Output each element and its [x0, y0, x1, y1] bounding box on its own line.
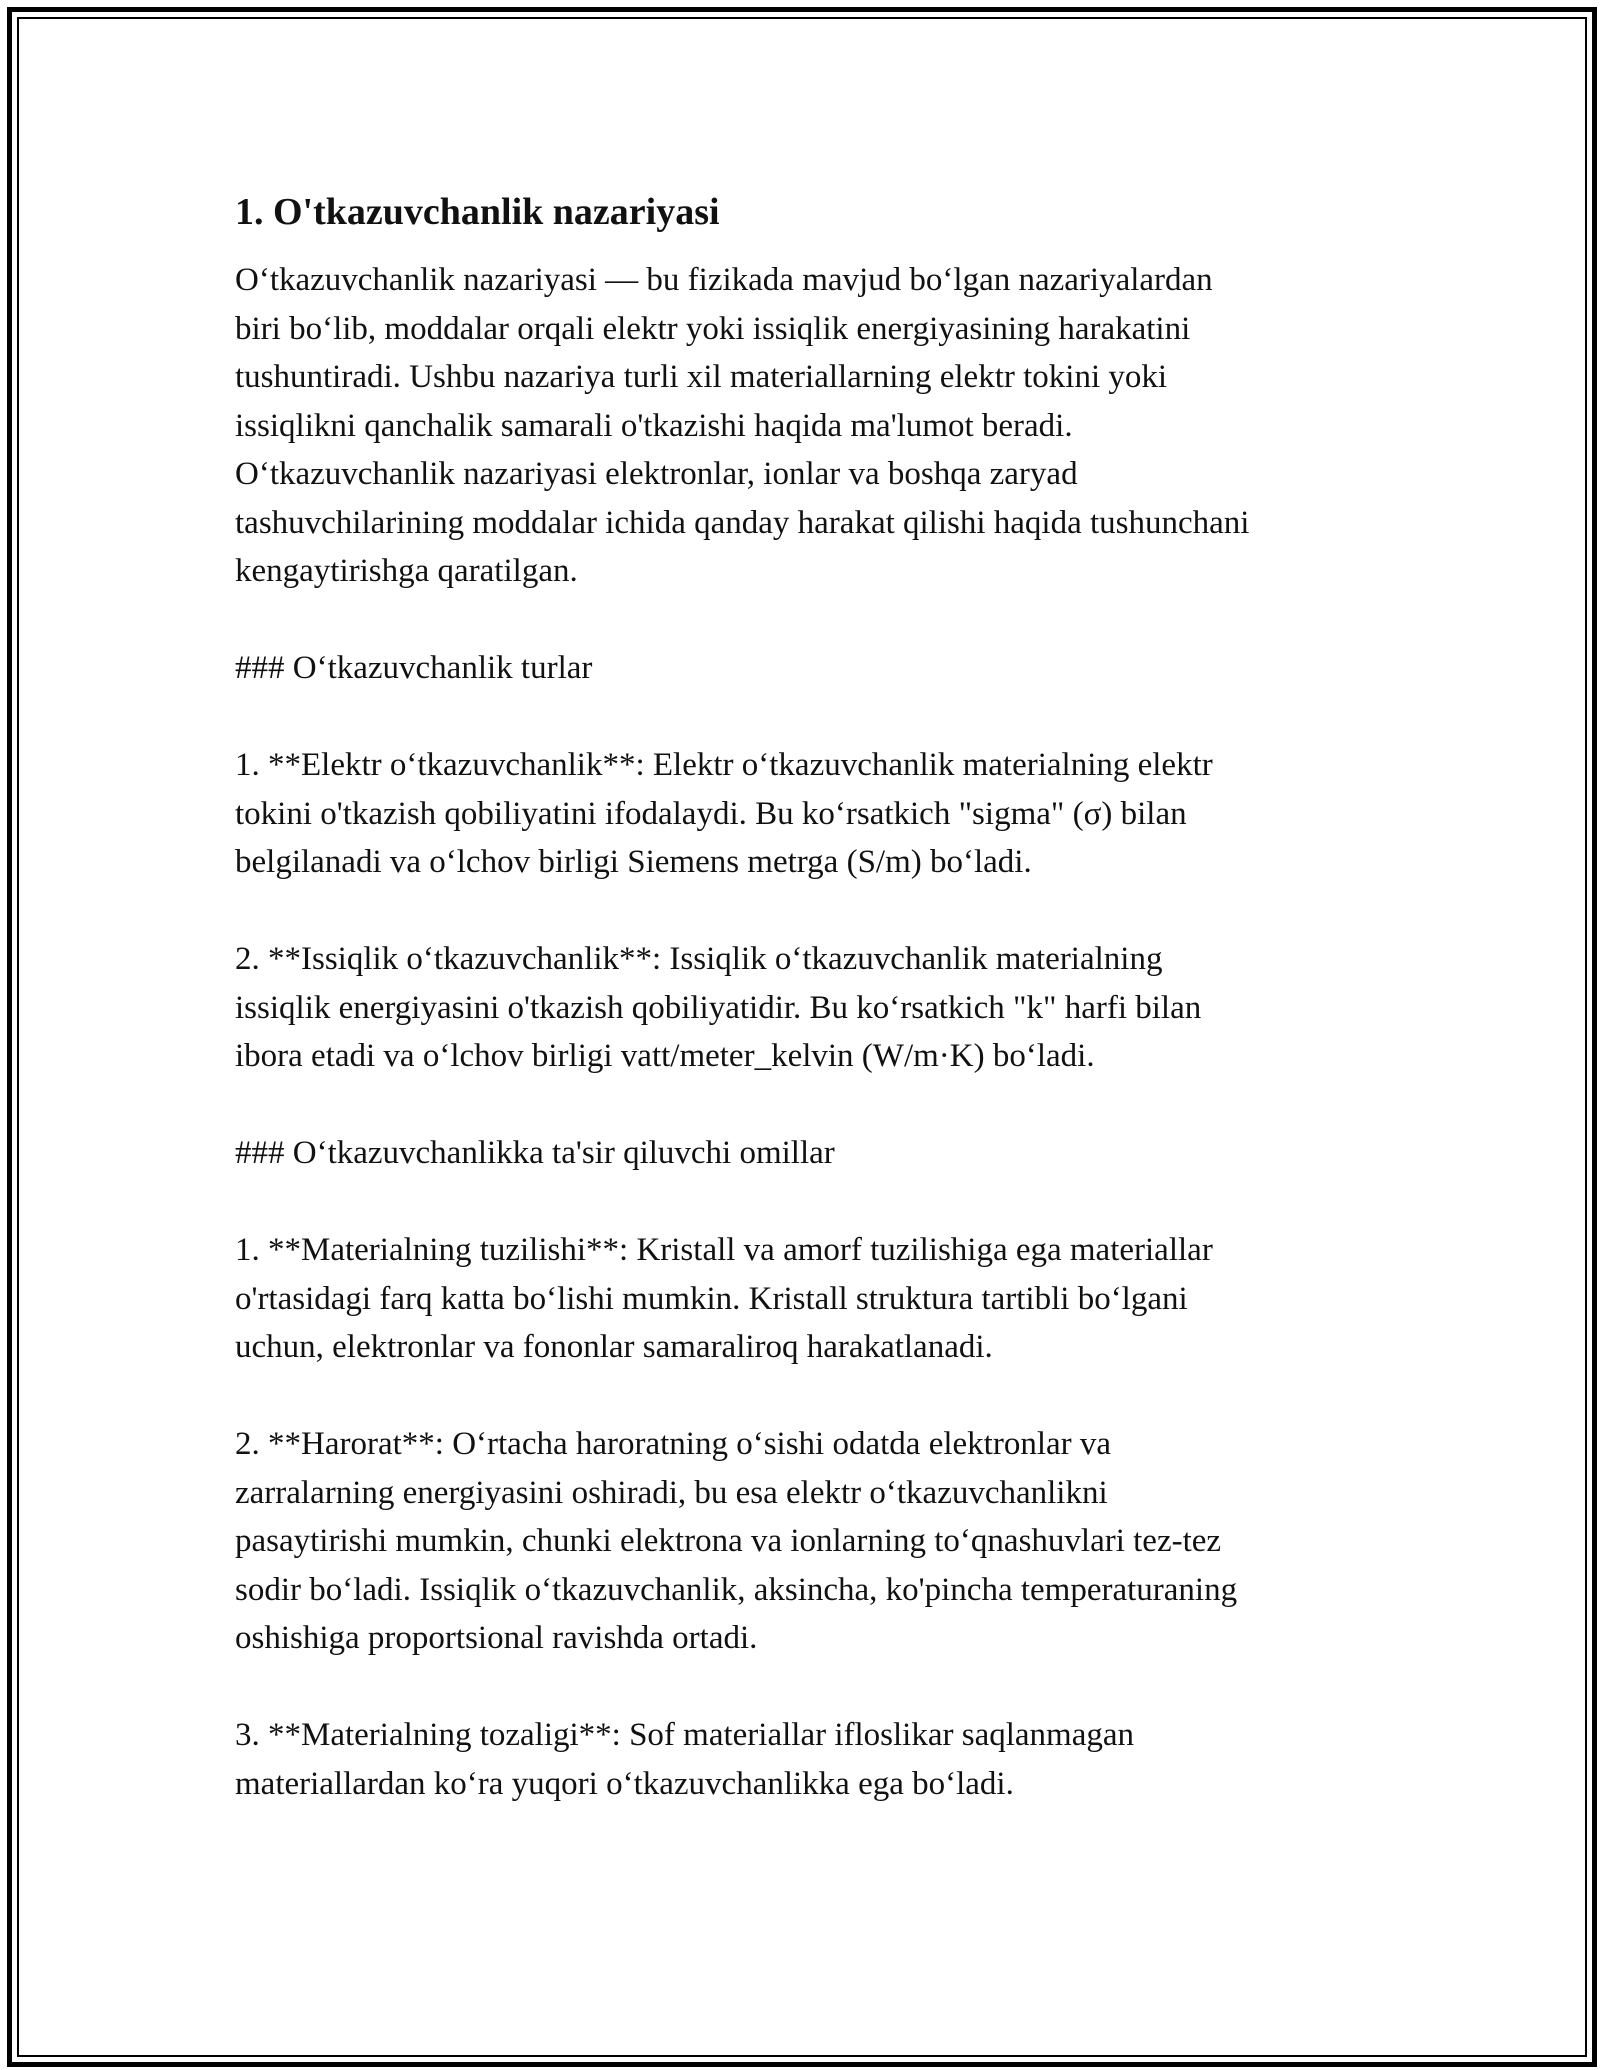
list-item-purity — [235, 1711, 1370, 1808]
list-item-structure — [235, 1226, 1370, 1372]
text-line: issiqlikni qanchalik samarali o'tkazishi haqida ma'lumot beradi. — [235, 407, 1073, 444]
text-line: 2. **Issiqlik o‘tkazuvchanlik**: Issiqlik o‘tkazuvchanlik materialning — [235, 941, 1163, 977]
section-heading-factors — [235, 1129, 1370, 1178]
text-line: 1. **Materialning tuzilishi**: Kristall va amorf tuzilishiga ega materiallar — [235, 1232, 1213, 1268]
text-line: tokini o'tkazish qobiliyatini ifodalaydi. Bu ko‘rsatkich "sigma" (σ) bilan — [235, 795, 1187, 832]
text-line: belgilanadi va o‘lchov birligi Siemens metrga (S/m) bo‘ladi. — [235, 844, 1032, 880]
text-line: o'rtasidagi farq katta bo‘lishi mumkin. Kristall struktura tartibli bo‘lgani — [235, 1280, 1188, 1317]
text-line: ### O‘tkazuvchanlik turlar — [235, 650, 593, 686]
list-item-thermal — [235, 935, 1370, 1081]
text-line: ### O‘tkazuvchanlikka ta'sir qiluvchi omillar — [235, 1135, 835, 1171]
text-line: 1. **Elektr o‘tkazuvchanlik**: Elektr o‘tkazuvchanlik materialning elektr — [235, 747, 1213, 783]
text-line: 3. **Materialning tozaligi**: Sof materiallar ifloslikar saqlanmagan — [235, 1717, 1134, 1753]
text-line: 2. **Harorat**: O‘rtacha haroratning o‘sishi odatda elektronlar va — [235, 1426, 1112, 1462]
text-line: pasaytirishi mumkin, chunki elektrona va ionlarning to‘qnashuvlari tez-tez — [235, 1523, 1222, 1559]
text-line: ibora etadi va o‘lchov birligi vatt/meter_kelvin (W/m·K) bo‘ladi. — [235, 1038, 1095, 1074]
list-item-temperature — [235, 1420, 1370, 1663]
text-line: zarralarning energiyasini oshiradi, bu esa elektr o‘tkazuvchanlikni — [235, 1474, 1108, 1511]
list-item-electrical — [235, 741, 1370, 887]
text-line: biri bo‘lib, moddalar orqali elektr yoki issiqlik energiyasining harakatini — [235, 310, 1191, 347]
document-title: 1. O'tkazuvchanlik nazariyasi — [235, 191, 720, 233]
text-line: issiqlik energiyasini o'tkazish qobiliyatidir. Bu ko‘rsatkich "k" harfi bilan — [235, 989, 1202, 1026]
text-line: kengaytirishga qaratilgan. — [235, 553, 578, 589]
intro-paragraph — [235, 256, 1370, 596]
text-line: sodir bo‘ladi. Issiqlik o‘tkazuvchanlik, aksincha, ko'pincha temperaturaning — [235, 1571, 1238, 1608]
section-heading-types — [235, 644, 1370, 693]
text-line: O‘tkazuvchanlik nazariyasi — bu fizikada mavjud bo‘lgan nazariyalardan — [235, 262, 1213, 298]
document-body — [235, 188, 1370, 1857]
text-line: tashuvchilarining moddalar ichida qanday harakat qilishi haqida tushunchani — [235, 504, 1250, 541]
text-line: oshishiga proportsional ravishda ortadi. — [235, 1620, 758, 1656]
text-line: tushuntiradi. Ushbu nazariya turli xil materiallarning elektr tokini yoki — [235, 359, 1168, 395]
text-line: uchun, elektronlar va fononlar samaraliroq harakatlanadi. — [235, 1329, 993, 1365]
text-line: O‘tkazuvchanlik nazariyasi elektronlar, ionlar va boshqa zaryad — [235, 456, 1078, 492]
text-line: materiallardan ko‘ra yuqori o‘tkazuvchanlikka ega bo‘ladi. — [235, 1765, 1014, 1802]
